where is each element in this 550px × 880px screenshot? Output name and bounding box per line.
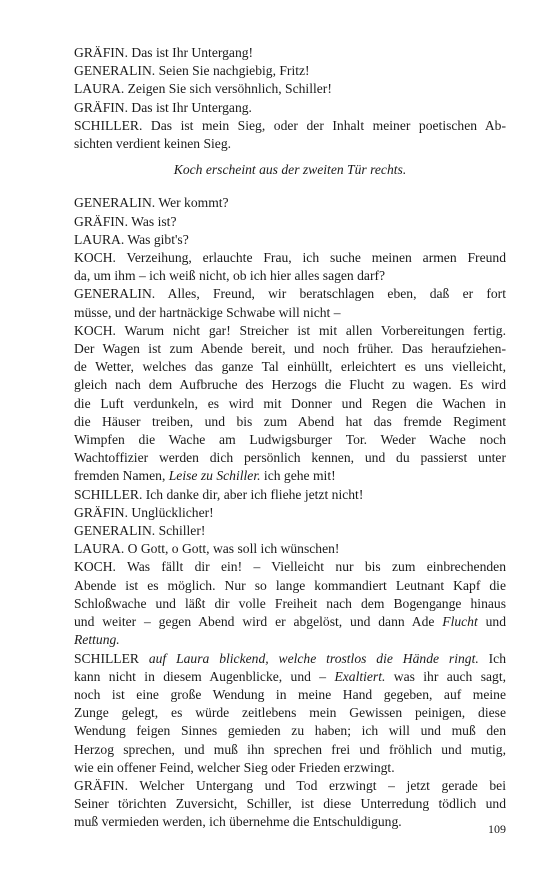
text-span: Wimpfen die Wache am Ludwigsburger Tor. Weder Wache noch	[74, 432, 506, 448]
text-span: und	[477, 614, 506, 630]
text-line	[74, 431, 506, 449]
italic-text: Leise zu Schiller.	[168, 468, 261, 484]
text-span: KOCH. Warum nicht gar! Streicher ist mit allen Vorbereitungen fertig.	[74, 322, 506, 338]
text-span: GRÄFIN. Das ist Ihr Untergang.	[74, 99, 252, 115]
text-line	[74, 522, 506, 540]
text-span: GENERALIN. Wer kommt?	[74, 195, 229, 211]
text-line	[74, 99, 506, 117]
text-span: SCHILLER. Das ist mein Sieg, oder der Inhalt meiner poetischen Ab-	[74, 117, 506, 133]
text-span: Zunge gelegt, es würde zeitlebens mein Gewissen peinigen, diese	[74, 705, 506, 721]
text-line	[74, 376, 506, 394]
text-line	[74, 413, 506, 431]
text-line	[74, 741, 506, 759]
text-span: Ich	[478, 650, 506, 666]
text-span: müsse, und der hartnäckige Schwabe will nicht –	[74, 304, 341, 320]
text-line	[74, 304, 506, 322]
text-line	[74, 540, 506, 558]
text-line	[74, 322, 506, 340]
text-span: Wendung feigen Sinnes gemieden zu haben; ich will und muß den	[74, 723, 506, 739]
text-span: die Häuser treiben, und bis zum Abend hat das fremde Regiment	[74, 413, 506, 429]
text-span: GRÄFIN. Was ist?	[74, 213, 177, 229]
text-line	[74, 631, 506, 649]
text-span: SCHILLER	[74, 650, 149, 666]
text-span: GENERALIN. Alles, Freund, wir beratschlagen eben, daß er fort	[74, 286, 506, 302]
text-line	[74, 62, 506, 80]
text-span: KOCH. Verzeihung, erlauchte Frau, ich suche meinen armen Freund	[74, 250, 506, 266]
text-span: wie ein offener Feind, welcher Sieg oder Frieden erzwingt.	[74, 759, 395, 775]
italic-text: Rettung.	[74, 632, 120, 648]
text-line	[74, 395, 506, 413]
text-span: gleich nach dem Aufbruche des Herzogs die Flucht zu wagen. Es wird	[74, 377, 506, 393]
text-line	[74, 358, 506, 376]
text-line	[74, 467, 506, 485]
text-span: SCHILLER. Ich danke dir, aber ich fliehe jetzt nicht!	[74, 486, 364, 502]
italic-text: Exaltiert.	[334, 668, 386, 684]
text-span: de Wetter, welches das ganze Tal einhüllt, erleichtert es uns vielleicht,	[74, 359, 506, 375]
text-line	[74, 340, 506, 358]
text-span: LAURA. O Gott, o Gott, was soll ich wünschen!	[74, 541, 340, 557]
italic-text: Flucht	[442, 614, 478, 630]
text-span: noch ist eine große Wendung in meine Hand gegeben, auf meine	[74, 686, 506, 702]
text-span: und weiter – gegen Abend wird er abgelöst, und dann Ade	[74, 614, 443, 630]
text-line	[74, 595, 506, 613]
text-line	[74, 722, 506, 740]
text-span: GENERALIN. Schiller!	[74, 523, 206, 539]
text-line	[74, 704, 506, 722]
text-span: LAURA. Was gibt's?	[74, 231, 189, 247]
text-line	[74, 558, 506, 576]
text-line	[74, 194, 506, 212]
text-span: die Luft verdunkeln, es wird mit Donner und Regen die Wachen in	[74, 395, 506, 411]
text-span: Herzog sprechen, und muß ihn sprechen frei und fröhlich und mutig,	[74, 741, 506, 757]
text-line	[74, 795, 506, 813]
text-line	[74, 613, 506, 631]
text-span: sichten verdient keinen Sieg.	[74, 136, 232, 152]
text-line	[74, 686, 506, 704]
text-span: Abende ist es möglich. Nur so lange kommandiert Leutnant Kapf die	[74, 577, 506, 593]
text-span: GRÄFIN. Das ist Ihr Untergang!	[74, 45, 254, 60]
text-span: Schloßwache und läßt dir volle Freiheit nach dem Bogengange hinaus	[74, 595, 506, 611]
text-span: GRÄFIN. Unglücklicher!	[74, 504, 214, 520]
text-line	[74, 231, 506, 249]
text-span: fremden Namen,	[74, 468, 169, 484]
text-line	[74, 668, 506, 686]
page-body	[74, 44, 506, 832]
text-line	[74, 504, 506, 522]
text-line	[74, 135, 506, 153]
page-number: 109	[488, 822, 506, 836]
text-line	[74, 267, 506, 285]
text-span: Koch erscheint aus der zweiten Tür rechts.	[173, 162, 407, 178]
text-line	[74, 213, 506, 231]
text-span: da, um ihm – ich weiß nicht, ob ich hier alles sagen darf?	[74, 268, 386, 284]
text-span: muß vermieden werden, ich übernehme die Entschuldigung.	[74, 814, 402, 830]
text-line	[74, 285, 506, 303]
italic-text: auf Laura blickend, welche trostlos die Hände ringt.	[148, 650, 479, 666]
text-line	[74, 449, 506, 467]
text-line	[74, 486, 506, 504]
stage-direction	[74, 161, 506, 179]
text-line	[74, 117, 506, 135]
text-span: was ihr auch sagt,	[385, 668, 507, 684]
text-span: KOCH. Was fällt dir ein! – Vielleicht nur bis zum einbrechenden	[74, 559, 506, 575]
text-line	[74, 759, 506, 777]
text-line	[74, 650, 506, 668]
text-span: kann nicht in diesem Augenblicke, und –	[74, 668, 335, 684]
text-line	[74, 577, 506, 595]
text-span: Seiner törichten Zuversicht, Schiller, ist diese Unterredung tödlich und	[74, 796, 506, 812]
text-line	[74, 777, 506, 795]
text-span: ich gehe mit!	[260, 468, 336, 484]
text-span: Wachtoffizier werden dich persönlich kennen, und du passierst unter	[74, 450, 506, 466]
text-span: Der Wagen ist zum Abende bereit, und noch früher. Das heraufziehen-	[74, 341, 506, 357]
text-line	[74, 249, 506, 267]
text-span: GRÄFIN. Welcher Untergang und Tod erzwingt – jetzt gerade bei	[74, 777, 506, 793]
text-line	[74, 813, 506, 831]
text-line	[74, 80, 506, 98]
text-span: GENERALIN. Seien Sie nachgiebig, Fritz!	[74, 63, 310, 79]
text-span: LAURA. Zeigen Sie sich versöhnlich, Schiller!	[74, 81, 332, 97]
text-line	[74, 44, 506, 62]
